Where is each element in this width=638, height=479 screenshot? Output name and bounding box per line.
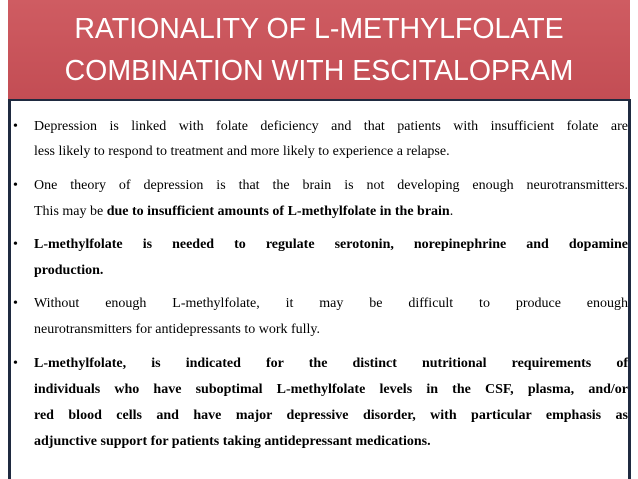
bullet-marker: • xyxy=(13,356,18,371)
bullet-2-emphasis: due to insufficient amounts of L-methylfolate in the brain xyxy=(106,204,450,219)
slide-title-line-1: RATIONALITY OF L-METHYLFOLATE xyxy=(74,13,564,45)
bullet-2-line-1: One theory of depression is that the brain is not developing enough neurotransmitters. xyxy=(34,178,628,193)
bullet-marker: • xyxy=(13,237,18,252)
bullet-2-line-2 xyxy=(34,203,628,221)
bullet-marker: • xyxy=(13,178,18,193)
bullet-4-line-1: Without enough L-methylfolate, it may be difficult to produce enough xyxy=(34,296,628,311)
slide-title-line-2: COMBINATION WITH ESCITALOPRAM xyxy=(64,55,574,87)
bullet-1-line-1: Depression is linked with folate deficiency and that patients with insufficient folate are xyxy=(34,119,628,134)
bullet-3-line-1: L-methylfolate is needed to regulate serotonin, norepinephrine and dopamine xyxy=(34,237,628,252)
bullet-3-line-2: production. xyxy=(34,263,104,278)
bullet-marker: • xyxy=(13,296,18,311)
bullet-2-line-2-suffix: . xyxy=(449,204,454,219)
bullet-5-line-4: adjunctive support for patients taking antidepressant medications. xyxy=(34,434,431,449)
bullet-1-line-2: less likely to respond to treatment and more likely to experience a relapse. xyxy=(34,144,450,159)
bullet-5-line-2: individuals who have suboptimal L-methylfolate levels in the CSF, plasma, and/or xyxy=(34,382,628,397)
bullet-4-line-2: neurotransmitters for antidepressants to work fully. xyxy=(34,322,321,337)
bullet-5-line-1: L-methylfolate, is indicated for the distinct nutritional requirements of xyxy=(34,356,628,371)
bullet-marker: • xyxy=(13,119,18,134)
bullet-2-line-2-prefix: This may be xyxy=(34,204,107,219)
bullet-5-line-3: red blood cells and have major depressive disorder, with particular emphasis as xyxy=(34,408,628,423)
